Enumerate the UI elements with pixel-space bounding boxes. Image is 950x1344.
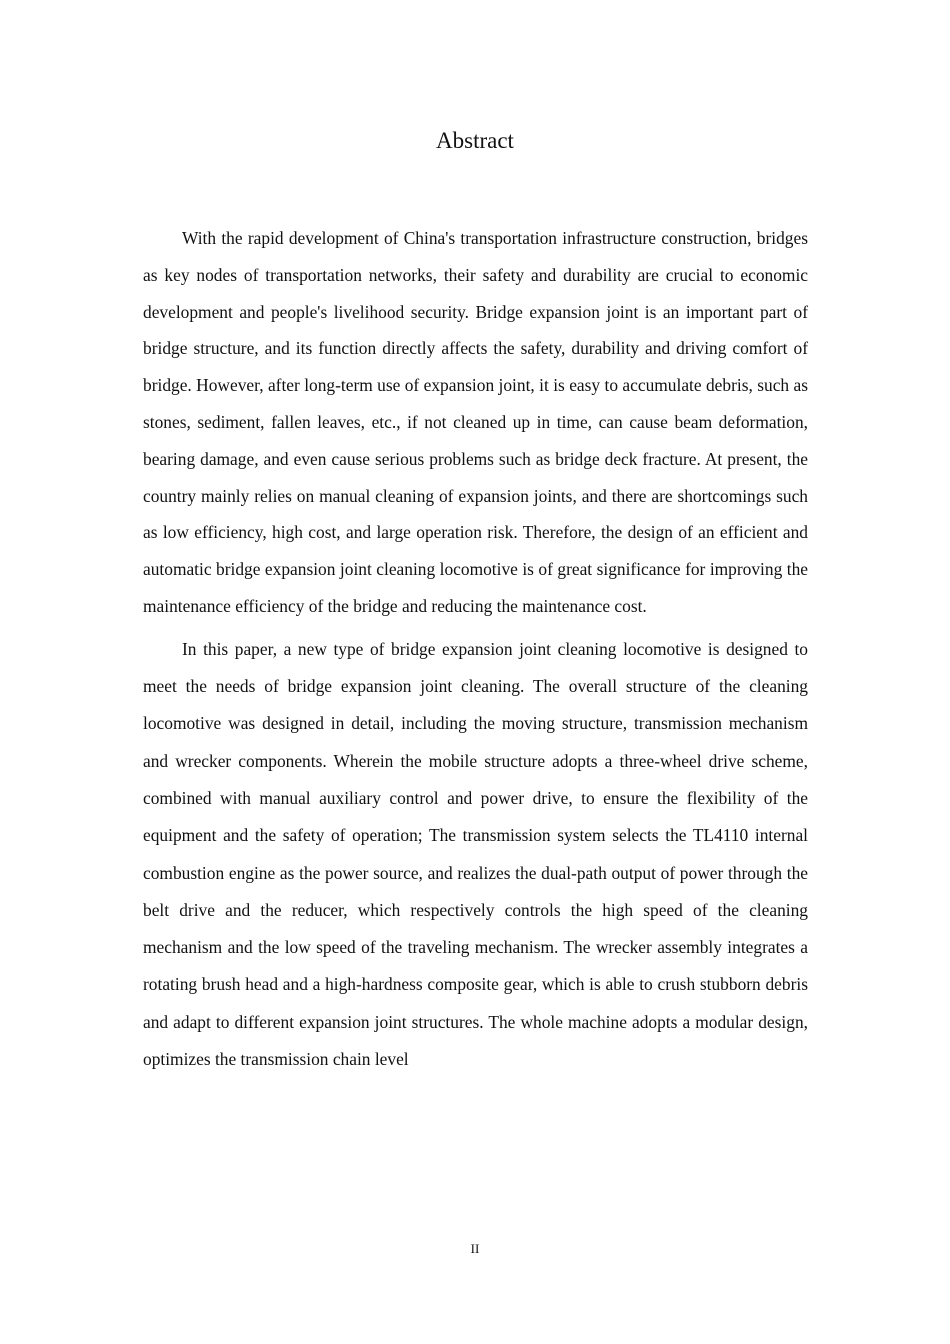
abstract-title: Abstract	[436, 128, 514, 153]
abstract-paragraph-1: With the rapid development of China's transportation infrastructure construction, bridges as key nodes of transportation networks, their safety and durability are crucial to economic development and people's livelihood security. Bridge expansion joint is an important part of bridge structure, and its function directly affects the safety, durability and driving comfort of bridge. However, after long-term use of expansion joint, it is easy to accumulate debris, such as stones, sediment, fallen leaves, etc., if not cleaned up in time, can cause beam deformation, bearing damage, and even cause serious problems such as bridge deck fracture. At present, the country mainly relies on manual cleaning of expansion joints, and there are shortcomings such as low efficiency, high cost, and large operation risk. Therefore, the design of an efficient and automatic bridge expansion joint cleaning locomotive is of great significance for improving the maintenance efficiency of the bridge and reducing the maintenance cost.	[143, 228, 808, 616]
abstract-body	[143, 220, 808, 1078]
abstract-paragraph-2: In this paper, a new type of bridge expansion joint cleaning locomotive is designed to meet the needs of bridge expansion joint cleaning. The overall structure of the cleaning locomotive was designed in detail, including the moving structure, transmission mechanism and wrecker components. Wherein the mobile structure adopts a three-wheel drive scheme, combined with manual auxiliary control and power drive, to ensure the flexibility of the equipment and the safety of operation; The transmission system selects the TL4110 internal combustion engine as the power source, and realizes the dual-path output of power through the belt drive and the reducer, which respectively controls the high speed of the cleaning mechanism and the low speed of the traveling mechanism. The wrecker assembly integrates a rotating brush head and a high-hardness composite gear, which is able to crush stubborn debris and adapt to different expansion joint structures. The whole machine adopts a modular design, optimizes the transmission chain level	[143, 638, 808, 1070]
page-number: II	[470, 1241, 480, 1256]
